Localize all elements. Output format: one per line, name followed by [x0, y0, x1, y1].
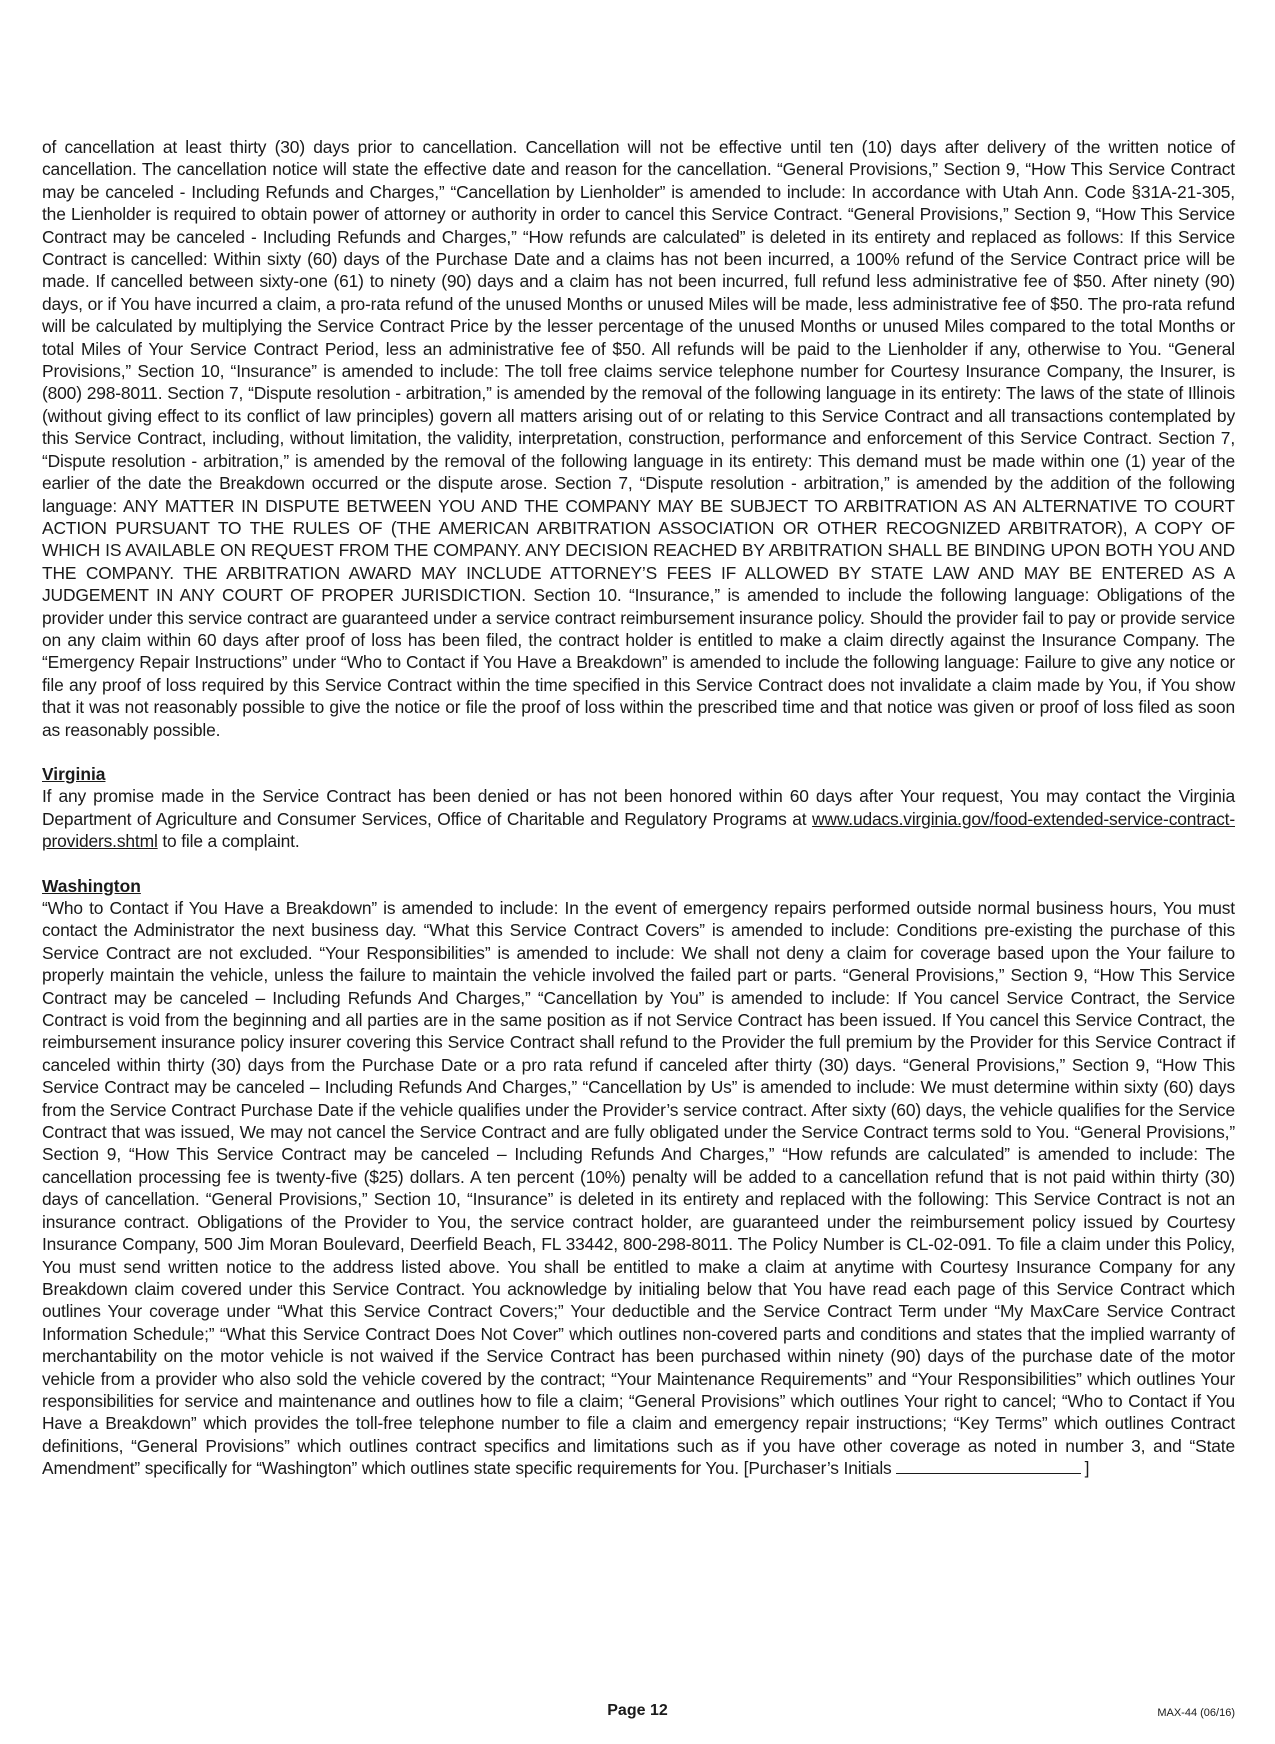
- washington-text: “Who to Contact if You Have a Breakdown” is amended to include: In the event of emergency repairs performed outside normal business hours, You must contact the Administrator the next business day. “What this Service Contract Covers” is amended to include: Conditions pre-existing the purchase of this Service Contract are not excluded. “Your Responsibilities” is amended to include: We shall not deny a claim for coverage based upon the Your failure to properly maintain the vehicle, unless the failure to maintain the vehicle involved the failed part or parts. “General Provisions,” Section 9, “How This Service Contract may be canceled – Including Refunds And Charges,” “Cancellation by You” is amended to include: If You cancel Service Contract, the Service Contract is void from the beginning and all parties are in the same position as if not Service Contract has been issued. If You cancel this Service Contract, the reimbursement insurance policy insurer covering this Service Contract shall refund to the Provider the full premium by the Provider for this Service Contract if canceled within thirty (30) days from the Purchase Date or a pro rata refund if canceled after thirty (30) days. “General Provisions,” Section 9, “How This Service Contract may be canceled – Including Refunds And Charges,” “Cancellation by Us” is amended to include: We must determine within sixty (60) days from the Service Contract Purchase Date if the vehicle qualifies under the Provider’s service contract. After sixty (60) days, the vehicle qualifies for the Service Contract that was issued, We may not cancel the Service Contract and are fully obligated under the Service Contract terms sold to You. “General Provisions,” Section 9, “How This Service Contract may be canceled – Including Refunds And Charges,” “How refunds are calculated” is amended to include: The cancellation processing fee is twenty-five ($25) dollars. A ten percent (10%) penalty will be added to a cancellation refund that is not paid within thirty (30) days of cancellation. “General Provisions,” Section 10, “Insurance” is deleted in its entirety and replaced with the following: This Service Contract is not an insurance contract. Obligations of the Provider to You, the service contract holder, are guaranteed under the reimbursement policy issued by Courtesy Insurance Company, 500 Jim Moran Boulevard, Deerfield Beach, FL 33442, 800-298-8011. The Policy Number is CL-02-091. To file a claim under this Policy, You must send written notice to the address listed above. You shall be entitled to make a claim at anytime with Courtesy Insurance Company for any Breakdown claim covered under this Service Contract. You acknowledge by initialing below that You have read each page of this Service Contract which outlines Your coverage under “What this Service Contract Covers;” Your deductible and the Service Contract Term under “My MaxCare Service Contract Information Schedule;” “What this Service Contract Does Not Cover” which outlines non-covered parts and conditions and states that the implied warranty of merchantability on the motor vehicle is not waived if the Service Contract has been purchased within ninety (90) days of the purchase date of the motor vehicle from a provider who also sold the vehicle covered by the contract; “Your Maintenance Requirements” and “Your Responsibilities” which outlines Your responsibilities for service and maintenance and outlines how to file a claim; “General Provisions” which outlines Your right to cancel; “Who to Contact if You Have a Breakdown” which provides the toll-free telephone number to file a claim and emergency repair instructions; “Key Terms” which outlines Contract definitions, “General Provisions” which outlines contract specifics and limitations such as if you have other coverage as noted in number 3, and “State Amendment” specifically for “Washington” which outlines state specific requirements for You. [Purchaser’s Initials: [42, 898, 1235, 1479]
- virginia-text-before-link: If any promise made in the Service Contract has been denied or has not been honored within 60 days after Your request, You may contact the Virginia Department of Agriculture and Consumer Services, Office of Charitable and Regulatory Programs at: [42, 786, 1235, 829]
- virginia-complaint-link[interactable]: www.udacs.virginia.gov/food-extended-service-contract-providers.shtml: [42, 808, 1235, 852]
- washington-closing-bracket: ]: [1084, 1458, 1090, 1479]
- continuation-paragraph: of cancellation at least thirty (30) days prior to cancellation. Cancellation will not be effective until ten (10) days after delivery of the written notice of cancellation. The cancellation notice will state the effective date and reason for the cancellation. “General Provisions,” Section 9, “How This Service Contract may be canceled - Including Refunds and Charges,” “Cancellation by Lienholder” is amended to include: In accordance with Utah Ann. Code §31A-21-305, the Lienholder is required to obtain power of attorney or authority in order to cancel this Service Contract. “General Provisions,” Section 9, “How This Service Contract may be canceled - Including Refunds and Charges,” “How refunds are calculated” is deleted in its entirety and replaced as follows: If this Service Contract is cancelled: Within sixty (60) days of the Purchase Date and a claims has not been incurred, a 100% refund of the Service Contract price will be made. If cancelled between sixty-one (61) to ninety (90) days and a claim has not been incurred, full refund less administrative fee of $50. After ninety (90) days, or if You have incurred a claim, a pro-rata refund of the unused Months or unused Miles will be made, less administrative fee of $50. The pro-rata refund will be calculated by multiplying the Service Contract Price by the lesser percentage of the unused Months or unused Miles compared to the total Months or total Miles of Your Service Contract Period, less an administrative fee of $50. All refunds will be paid to the Lienholder if any, otherwise to You. “General Provisions,” Section 10, “Insurance” is amended to include: The toll free claims service telephone number for Courtesy Insurance Company, the Insurer, is (800) 298-8011. Section 7, “Dispute resolution - arbitration,” is amended by the removal of the following language in its entirety: The laws of the state of Illinois (without giving effect to its conflict of law principles) govern all matters arising out of or relating to this Service Contract and all transactions contemplated by this Service Contract, including, without limitation, the validity, interpretation, construction, performance and enforcement of this Service Contract. Section 7, “Dispute resolution - arbitration,” is amended by the removal of the following language in its entirety: This demand must be made within one (1) year of the earlier of the date the Breakdown occurred or the dispute arose. Section 7, “Dispute resolution - arbitration,” is amended by the addition of the following language: ANY MATTER IN DISPUTE BETWEEN YOU AND THE COMPANY MAY BE SUBJECT TO ARBITRATION AS AN ALTERNATIVE TO COURT ACTION PURSUANT TO THE RULES OF (THE AMERICAN ARBITRATION ASSOCIATION OR OTHER RECOGNIZED ARBITRATOR), A COPY OF WHICH IS AVAILABLE ON REQUEST FROM THE COMPANY. ANY DECISION REACHED BY ARBITRATION SHALL BE BINDING UPON BOTH YOU AND THE COMPANY. THE ARBITRATION AWARD MAY INCLUDE ATTORNEY’S FEES IF ALLOWED BY STATE LAW AND MAY BE ENTERED AS A JUDGEMENT IN ANY COURT OF PROPER JURISDICTION. Section 10. “Insurance,” is amended to include the following language: Obligations of the provider under this service contract are guaranteed under a service contract reimbursement insurance policy. Should the provider fail to pay or provide service on any claim within 60 days after proof of loss has been filed, the contract holder is entitled to make a claim directly against the Insurance Company. The “Emergency Repair Instructions” under “Who to Contact if You Have a Breakdown” is amended to include the following language: Failure to give any notice or file any proof of loss required by this Service Contract within the time specified in this Service Contract does not invalidate a claim made by You, if You show that it was not reasonably possible to give the notice or file the proof of loss within the prescribed time and that notice was given or proof of loss filed as soon as reasonably possible.: [42, 137, 1235, 740]
- virginia-heading: Virginia: [42, 763, 106, 784]
- document-body: [42, 136, 1235, 1480]
- washington-heading: Washington: [42, 875, 141, 896]
- washington-paragraph: [42, 897, 1235, 1480]
- form-code: MAX-44 (06/16): [1157, 1707, 1235, 1719]
- page-number: Page 12: [607, 1702, 668, 1719]
- virginia-text-after-link: to file a complaint.: [157, 831, 300, 852]
- purchaser-initials-line[interactable]: [896, 1459, 1081, 1474]
- virginia-paragraph: [42, 785, 1235, 852]
